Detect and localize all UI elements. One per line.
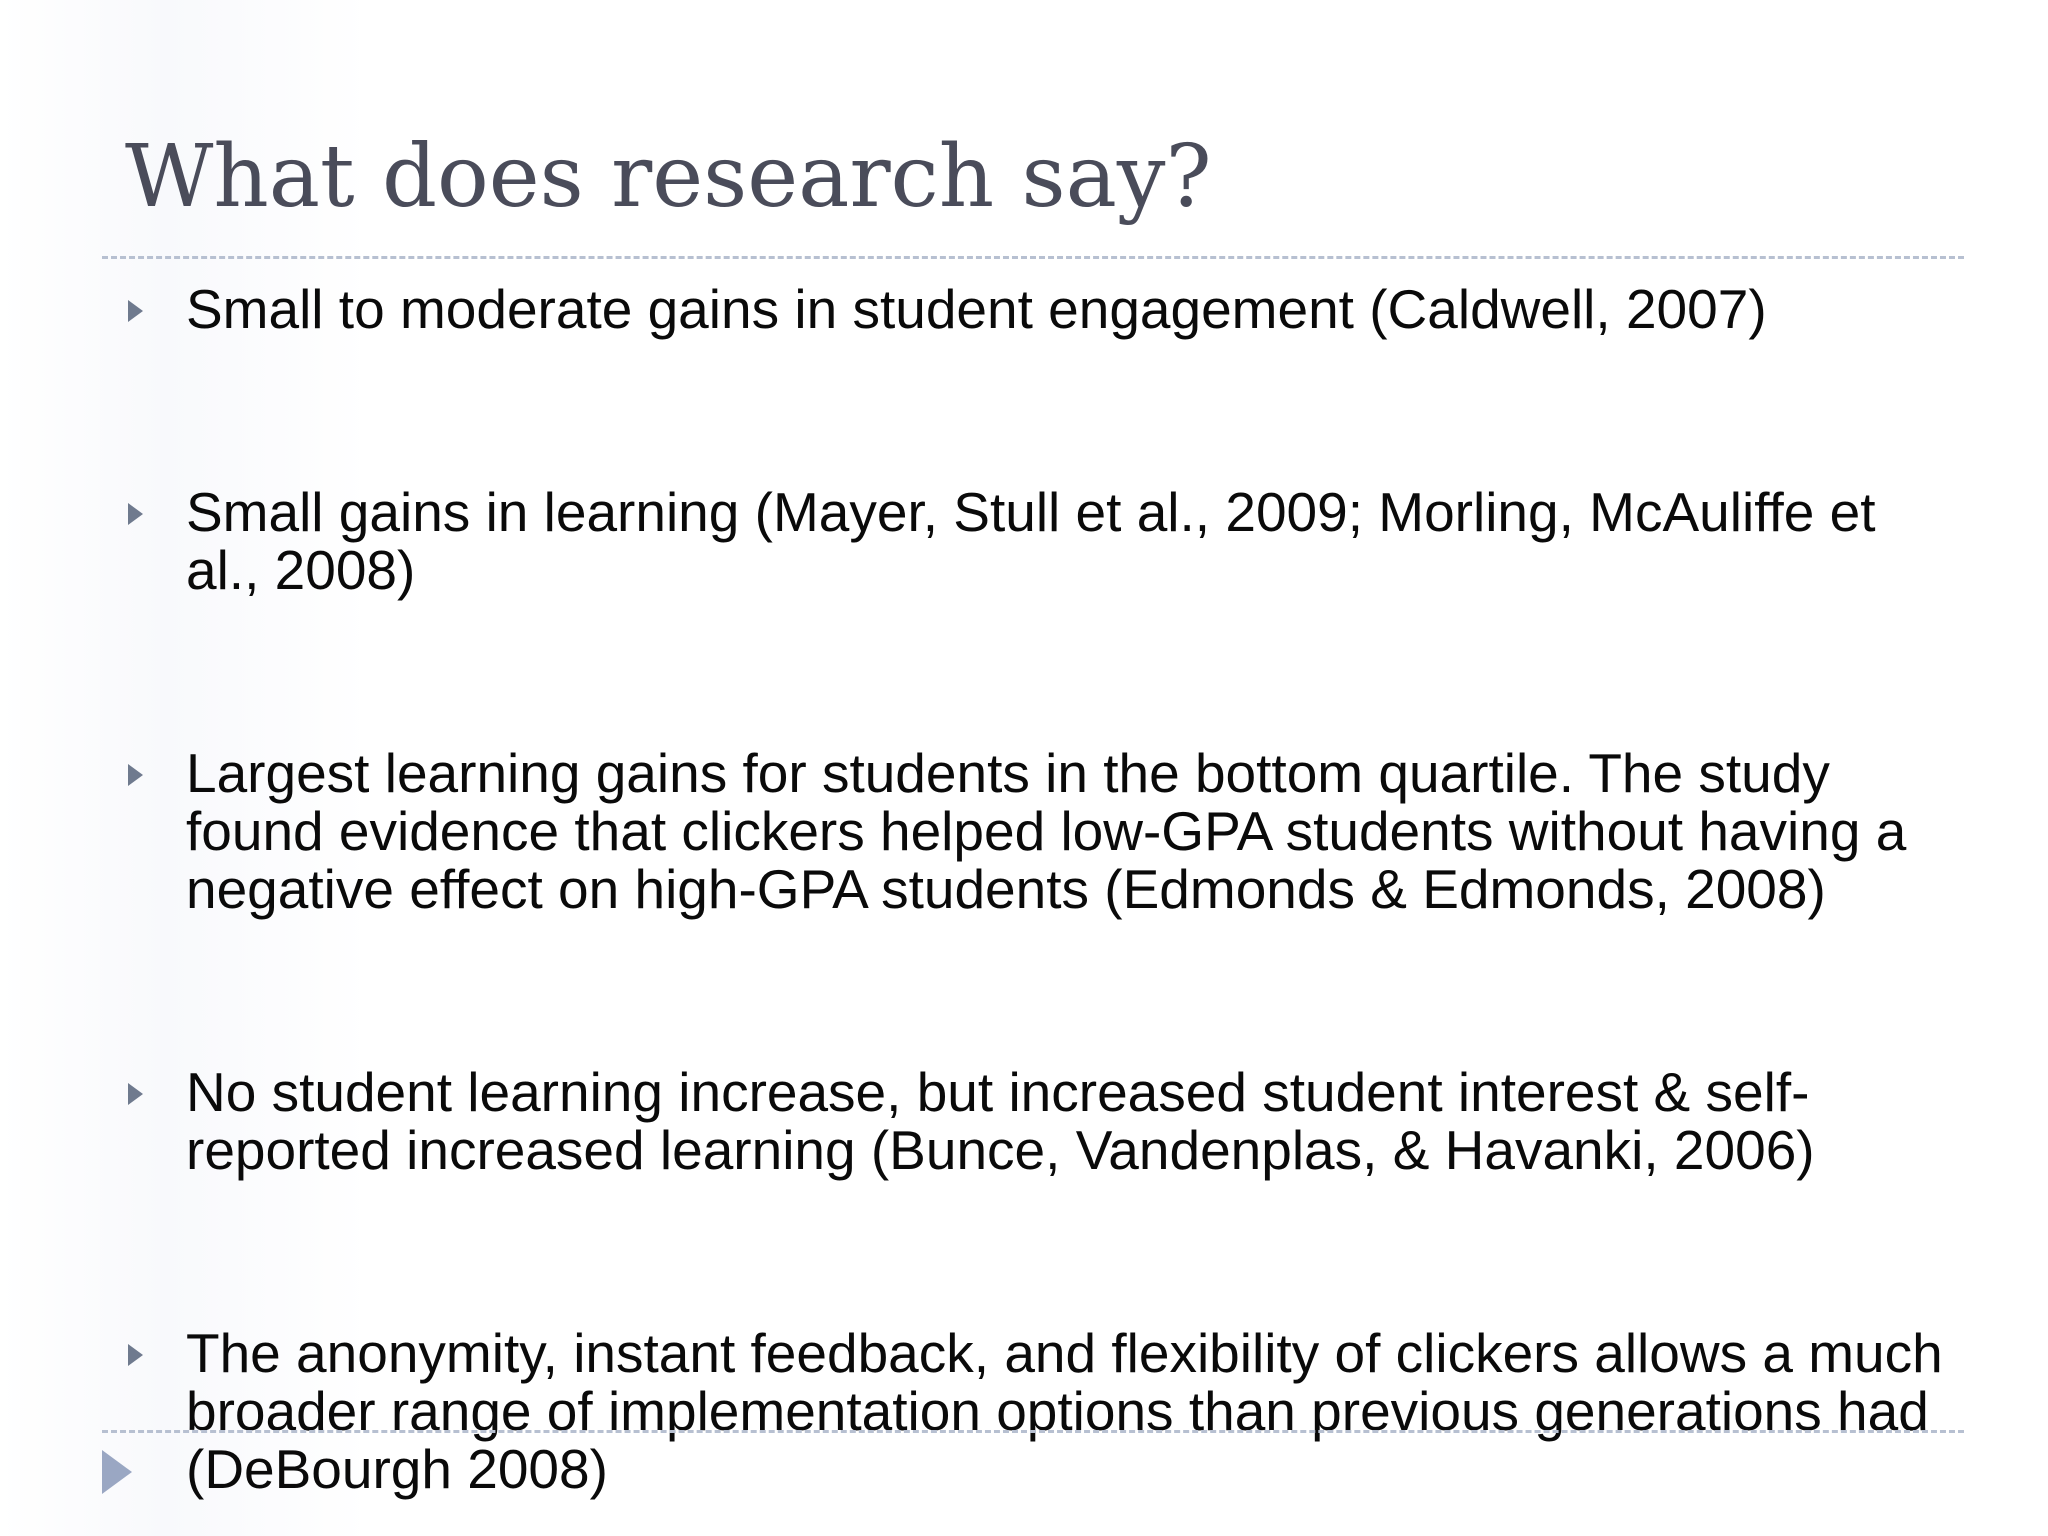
triangle-right-icon bbox=[128, 503, 143, 525]
bullet-text: The anonymity, instant feedback, and flexibility of clickers allows a much broader range of implementation options than previous generations had (DeBourgh 2008) bbox=[186, 1322, 1943, 1500]
bullet-text: Small gains in learning (Mayer, Stull et al., 2009; Morling, McAuliffe et al., 2008) bbox=[186, 481, 1876, 601]
triangle-right-icon bbox=[128, 1083, 143, 1105]
triangle-right-icon bbox=[102, 1450, 132, 1494]
title-divider bbox=[102, 256, 1964, 259]
triangle-right-icon bbox=[128, 764, 143, 786]
bullet-item bbox=[120, 1063, 1950, 1179]
bullet-text: No student learning increase, but increased student interest & self-reported increased learning (Bunce, Vandenplas, & Havanki, 2006) bbox=[186, 1061, 1815, 1181]
footer-divider bbox=[102, 1430, 1964, 1433]
triangle-right-icon bbox=[128, 1344, 143, 1366]
triangle-right-icon bbox=[128, 300, 143, 322]
bullet-list bbox=[120, 280, 1950, 1498]
bullet-item bbox=[120, 483, 1950, 599]
bullet-item bbox=[120, 744, 1950, 918]
bullet-item bbox=[120, 280, 1950, 338]
bullet-text: Small to moderate gains in student engagement (Caldwell, 2007) bbox=[186, 278, 1767, 340]
slide-title: What does research say? bbox=[125, 127, 1212, 227]
bullet-text: Largest learning gains for students in the bottom quartile. The study found evidence that clickers helped low-GPA students without having a negative effect on high-GPA students (Edmonds & Edmonds, 2008) bbox=[186, 742, 1907, 920]
bullet-item bbox=[120, 1324, 1950, 1498]
